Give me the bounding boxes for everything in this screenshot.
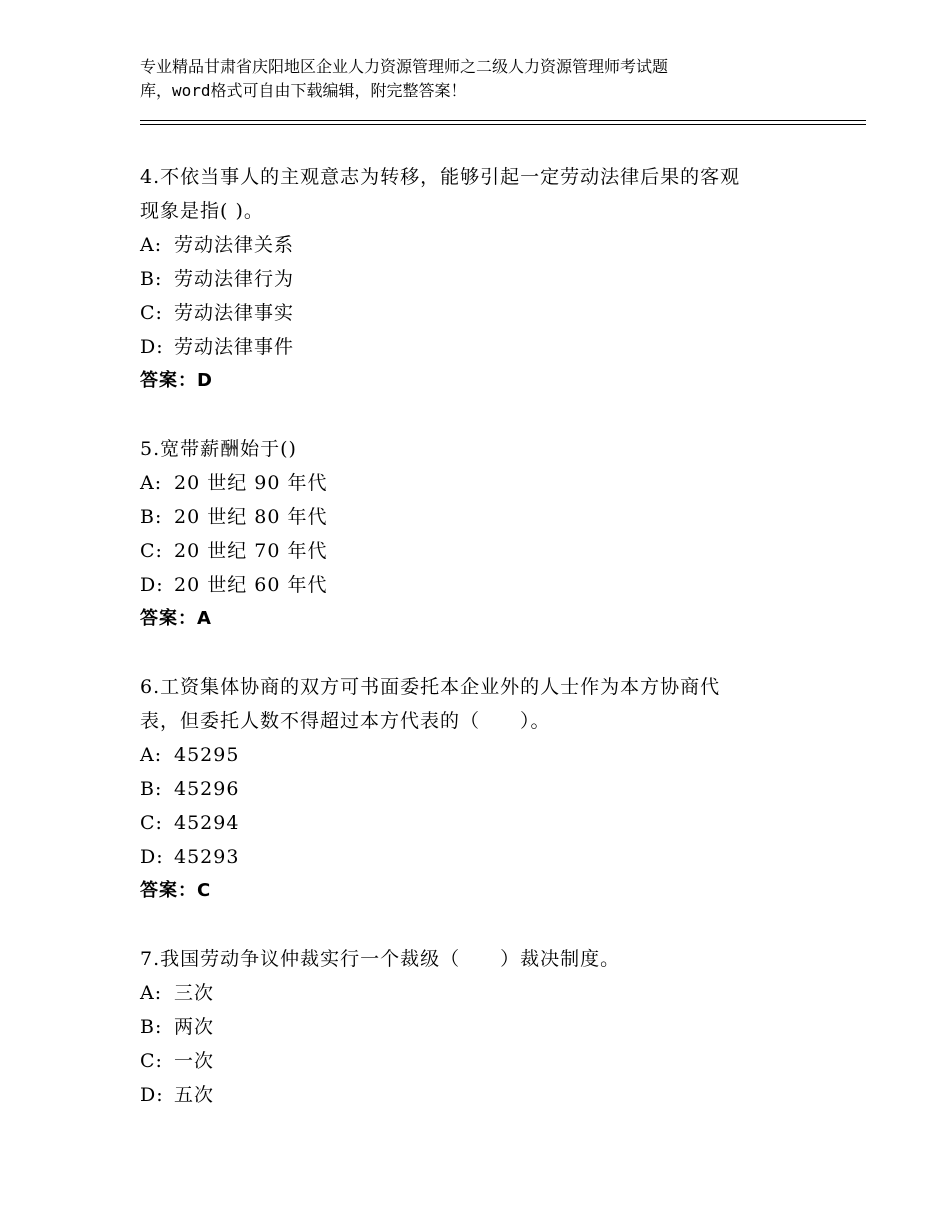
- question-4: [140, 160, 840, 398]
- header-divider-top: [140, 120, 866, 121]
- option-text: 五次: [174, 1084, 215, 1106]
- option-text: 劳动法律关系: [174, 234, 295, 256]
- option-a: [140, 466, 840, 500]
- option-b: [140, 500, 840, 534]
- option-text: 劳动法律事实: [174, 302, 295, 324]
- option-b: [140, 772, 840, 806]
- option-text: 20 世纪 70 年代: [174, 540, 328, 562]
- option-text: 三次: [174, 982, 215, 1004]
- option-c: [140, 534, 840, 568]
- option-c: [140, 1044, 840, 1078]
- question-title-line: 表，但委托人数不得超过本方代表的（ ）。: [140, 710, 551, 732]
- option-text: 20 世纪 80 年代: [174, 506, 328, 528]
- option-c: [140, 806, 840, 840]
- option-a: [140, 228, 840, 262]
- option-key: C:: [140, 812, 163, 834]
- option-key: B:: [140, 268, 163, 290]
- option-text: 45295: [174, 744, 240, 766]
- option-text: 45294: [174, 812, 240, 834]
- question-title-line: 7.我国劳动争议仲裁实行一个裁级（ ）裁决制度。: [140, 948, 621, 970]
- option-key: C:: [140, 540, 163, 562]
- option-key: A:: [140, 234, 163, 256]
- option-key: C:: [140, 1050, 163, 1072]
- option-key: D:: [140, 574, 164, 596]
- question-title-line: 6.工资集体协商的双方可书面委托本企业外的人士作为本方协商代: [140, 676, 721, 698]
- option-key: D:: [140, 1084, 164, 1106]
- option-key: D:: [140, 846, 164, 868]
- question-5: [140, 432, 840, 636]
- option-text: 劳动法律行为: [174, 268, 295, 290]
- option-text: 劳动法律事件: [174, 336, 295, 358]
- question-list: [140, 160, 840, 1112]
- option-key: B:: [140, 778, 163, 800]
- option-text: 20 世纪 60 年代: [174, 574, 328, 596]
- option-key: A:: [140, 982, 163, 1004]
- option-text: 45293: [174, 846, 240, 868]
- option-key: D:: [140, 336, 164, 358]
- header-divider-bottom: [140, 124, 866, 125]
- question-spacer: [140, 636, 840, 670]
- option-text: 20 世纪 90 年代: [174, 472, 328, 494]
- option-key: B:: [140, 506, 163, 528]
- answer-line: 答案：A: [140, 608, 212, 629]
- option-d: [140, 1078, 840, 1112]
- question-spacer: [140, 398, 840, 432]
- option-text: 45296: [174, 778, 240, 800]
- document-header: [140, 55, 800, 103]
- option-d: [140, 568, 840, 602]
- header-line-2: 库，word格式可自由下载编辑，附完整答案！: [140, 81, 467, 100]
- option-key: C:: [140, 302, 163, 324]
- question-title-line: 现象是指( )。: [140, 200, 264, 222]
- option-d: [140, 840, 840, 874]
- answer-line: 答案：C: [140, 880, 212, 901]
- option-text: 两次: [174, 1016, 215, 1038]
- option-key: A:: [140, 472, 163, 494]
- option-key: A:: [140, 744, 163, 766]
- option-c: [140, 296, 840, 330]
- option-b: [140, 262, 840, 296]
- option-key: B:: [140, 1016, 163, 1038]
- answer-line: 答案：D: [140, 370, 213, 391]
- question-title-line: 4.不依当事人的主观意志为转移，能够引起一定劳动法律后果的客观: [140, 166, 741, 188]
- question-6: [140, 670, 840, 908]
- option-text: 一次: [174, 1050, 215, 1072]
- option-a: [140, 976, 840, 1010]
- option-a: [140, 738, 840, 772]
- option-b: [140, 1010, 840, 1044]
- option-d: [140, 330, 840, 364]
- question-spacer: [140, 908, 840, 942]
- question-7: [140, 942, 840, 1112]
- header-line-1: 专业精品甘肃省庆阳地区企业人力资源管理师之二级人力资源管理师考试题: [140, 57, 669, 76]
- question-title-line: 5.宽带薪酬始于(): [140, 438, 297, 460]
